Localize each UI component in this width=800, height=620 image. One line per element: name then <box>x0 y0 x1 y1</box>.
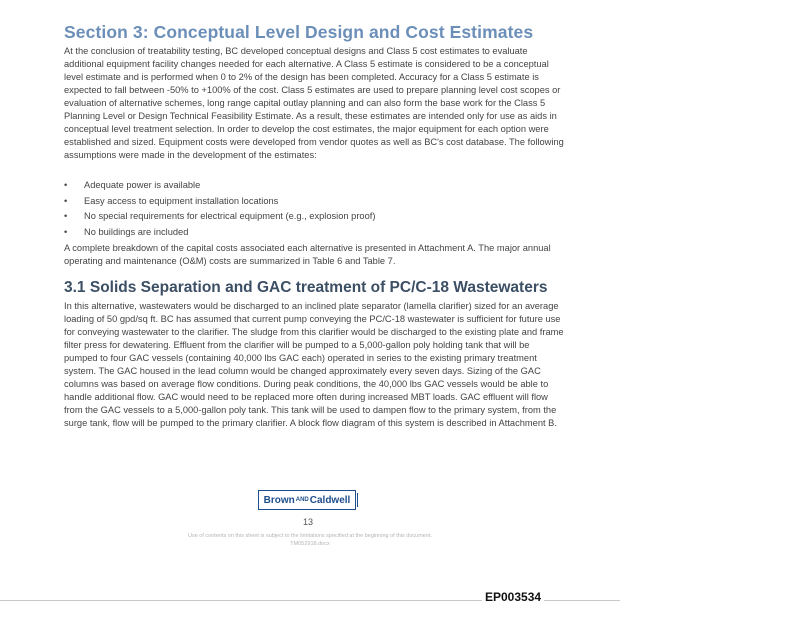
footer-line-1: Use of contents on this sheet is subject to the limitations specified at the beginning of this document. <box>188 533 432 539</box>
bates-number: EP003534 <box>482 590 544 604</box>
subsection-title: 3.1 Solids Separation and GAC treatment of PC/C-18 Wastewaters <box>64 279 548 296</box>
bullet-icon: • <box>64 195 68 206</box>
brown-and-caldwell-logo <box>258 490 356 510</box>
assumption-text: Easy access to equipment installation locations <box>84 195 279 206</box>
assumptions-list <box>64 178 375 240</box>
footer-line-2: TM052918.docx <box>290 541 330 547</box>
section-title: Section 3: Conceptual Level Design and Cost Estimates <box>64 22 534 42</box>
bullet-icon: • <box>64 226 68 237</box>
bullet-icon: • <box>64 180 68 190</box>
logo-mark-icon <box>357 493 361 507</box>
intro-paragraph: At the conclusion of treatability testing, BC developed conceptual designs and Class 5 cost estimates to evaluate additional equipment facility changes needed for each alternative. A Class 5 estimate is considered to be a conceptual level estimate and is performed when 0 to 2% of the design has been completed. Accuracy for a Class 5 estimate is expected to fall between -50% to +100% of the cost. Class 5 estimates are used to prepare planning level cost scopes or evaluation of alternative schemes, long range capital outlay planning and can also form the base work for the Class 5 Planning Level or Design Technical Feasibility Estimate. As a result, these estimates are intended only for use as aids in conceptual level treatment selection. In order to develop the cost estimates, the major equipment for each option were established and sized. Equipment costs were developed from vendor quotes as well as BC's cost database. The following assumptions were made in the development of the estimates: <box>64 46 564 160</box>
breakdown-paragraph: A complete breakdown of the capital costs associated each alternative is presented in Attachment A. The major annual operating and maintenance (O&M) costs are summarized in Table 6 and Table 7. <box>64 243 551 266</box>
assumption-text: Adequate power is available <box>84 180 201 190</box>
subsection-paragraph: In this alternative, wastewaters would be discharged to an inclined plate separator (lamella clarifier) sized for an average loading of 50 gpd/sq ft. BC has assumed that current pump conveying the PC/C-18 wastewater is sufficient for future use for conveying wastewater to the clarifier. The sludge from this clarifier would be discharged to the existing plate and frame filter press for dewatering. Effluent from the clarifier will be pumped to a 5,000-gallon poly holding tank that will be pumped to four GAC vessels (containing 40,000 lbs GAC each) operated in series to the existing primary treatment system. The GAC housed in the lead column would be changed approximately every seven days. Sizing of the GAC columns was based on average flow conditions. During peak conditions, the 40,000 lbs GAC vessels would be able to handle additional flow. GAC would need to be replaced more often during increased MBT loads. GAC effluent will flow from the GAC vessels to a 5,000-gallon poly tank. This tank will be used to dampen flow to the primary system, from the surge tank, flow will be pumped to the primary clarifier. A block flow diagram of this system is described in Attachment B. <box>64 301 564 428</box>
assumption-text: No buildings are included <box>84 226 189 237</box>
assumption-text: No special requirements for electrical equipment (e.g., explosion proof) <box>84 211 376 221</box>
page-number: 13 <box>302 517 313 527</box>
logo-text-left: Brown <box>263 494 295 506</box>
footer-disclaimer <box>150 532 470 548</box>
list-item <box>64 178 375 194</box>
list-item <box>64 209 375 225</box>
list-item <box>64 225 375 241</box>
logo-text-right: Caldwell <box>309 494 351 506</box>
bullet-icon: • <box>64 211 68 221</box>
list-item <box>64 194 375 210</box>
logo-text-amp: AND <box>295 497 309 503</box>
